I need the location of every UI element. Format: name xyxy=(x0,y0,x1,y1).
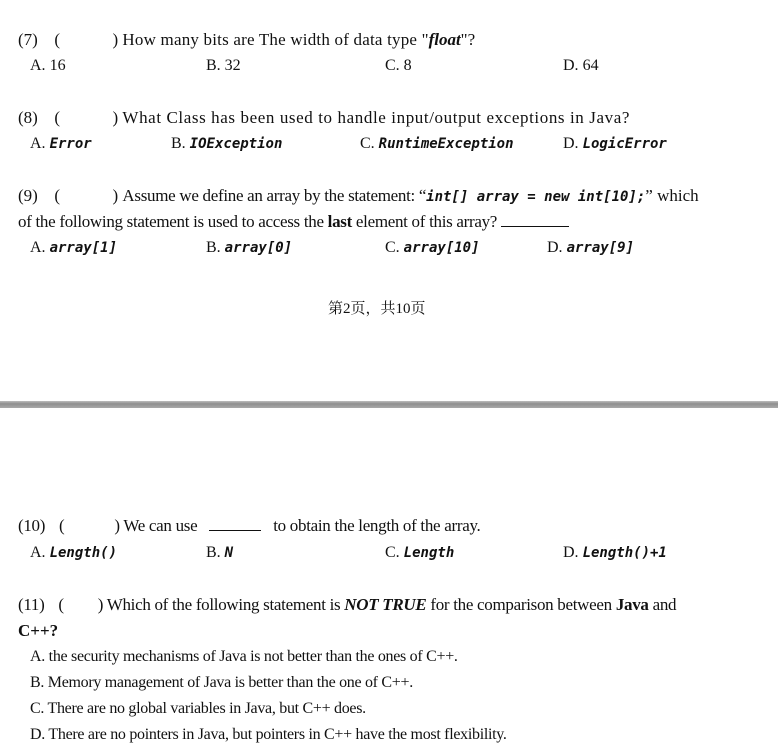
q7-option-b: B. 32 xyxy=(206,57,241,74)
q7-answer-paren-open: ( xyxy=(54,30,60,49)
q7-option-a: A. 16 xyxy=(30,57,66,74)
q10-answer-paren-close: ) xyxy=(114,516,120,535)
q10-option-c: C. Length xyxy=(385,544,455,561)
q9-text-after: ” which xyxy=(645,186,699,205)
q11-option-a: A. the security mechanisms of Java is not better than the ones of C++. xyxy=(30,648,458,665)
q7-quote-open: " xyxy=(421,30,429,49)
q8-number: (8) xyxy=(18,108,38,127)
q7-number: (7) xyxy=(18,30,38,49)
q10-number: (10) xyxy=(18,516,46,535)
q7-option-d: D. 64 xyxy=(563,57,599,74)
q11-emphasis: NOT TRUE xyxy=(344,595,427,614)
question-11-line-2: C++? xyxy=(18,621,59,640)
question-9-line-2: of the following statement is used to access the last element of this array? xyxy=(18,211,569,233)
page-footer: 第2页，共10页 xyxy=(328,301,426,317)
q9-option-d: D. array[9] xyxy=(547,239,634,256)
q7-text: How many bits are The width of data type xyxy=(122,30,422,49)
q10-option-b: B. N xyxy=(206,544,234,561)
question-7 xyxy=(18,29,475,51)
q8-text: What Class has been used to handle input/output exceptions in Java? xyxy=(122,108,631,127)
q9-number: (9) xyxy=(18,186,38,205)
question-9 xyxy=(18,185,699,208)
q10-text: We can use xyxy=(123,516,198,535)
q11-option-d: D. There are no pointers in Java, but pointers in C++ have the most flexibility. xyxy=(30,726,507,743)
q9-fill-blank[interactable] xyxy=(501,212,569,227)
q10-option-a: A. Length() xyxy=(30,544,117,561)
q11-answer-paren-close: ) xyxy=(97,595,104,614)
q9-text: Assume we define an array by the statement: “ xyxy=(122,186,427,205)
page-break-divider xyxy=(0,401,778,408)
q8-option-c: C. RuntimeException xyxy=(360,135,514,152)
q7-code: float xyxy=(428,30,461,49)
q10-option-d: D. Length()+1 xyxy=(563,544,667,561)
q11-answer-paren-open: ( xyxy=(58,595,64,614)
q8-option-b: B. IOException xyxy=(171,135,283,152)
q9-answer-paren-open: ( xyxy=(54,186,60,205)
q8-option-a: A. Error xyxy=(30,135,92,152)
question-8 xyxy=(18,107,630,129)
q9-answer-paren-close: ) xyxy=(112,186,119,205)
q8-answer-paren-open: ( xyxy=(54,108,60,127)
q7-quote-close: "? xyxy=(460,30,476,49)
q9-option-b: B. array[0] xyxy=(206,239,293,256)
question-11: (11) ( ) Which of the following statement is NOT TRUE for the comparison between Java and xyxy=(18,595,677,614)
q9-option-c: C. array[10] xyxy=(385,239,480,256)
q11-option-c: C. There are no global variables in Java, but C++ does. xyxy=(30,700,366,717)
q9-option-a: A. array[1] xyxy=(30,239,117,256)
q7-answer-paren-close: ) xyxy=(112,30,119,49)
q7-option-c: C. 8 xyxy=(385,57,412,74)
q8-option-d: D. LogicError xyxy=(563,135,667,152)
q10-answer-paren-open: ( xyxy=(59,516,65,535)
q10-text-after: to obtain the length of the array. xyxy=(273,516,481,535)
q10-fill-blank[interactable] xyxy=(209,516,261,531)
q9-code: int[] array = new int[10]; xyxy=(426,189,646,205)
q11-option-b: B. Memory management of Java is better than the one of C++. xyxy=(30,674,413,691)
q11-number: (11) xyxy=(18,595,45,614)
question-10 xyxy=(18,515,481,537)
q8-answer-paren-close: ) xyxy=(112,108,119,127)
